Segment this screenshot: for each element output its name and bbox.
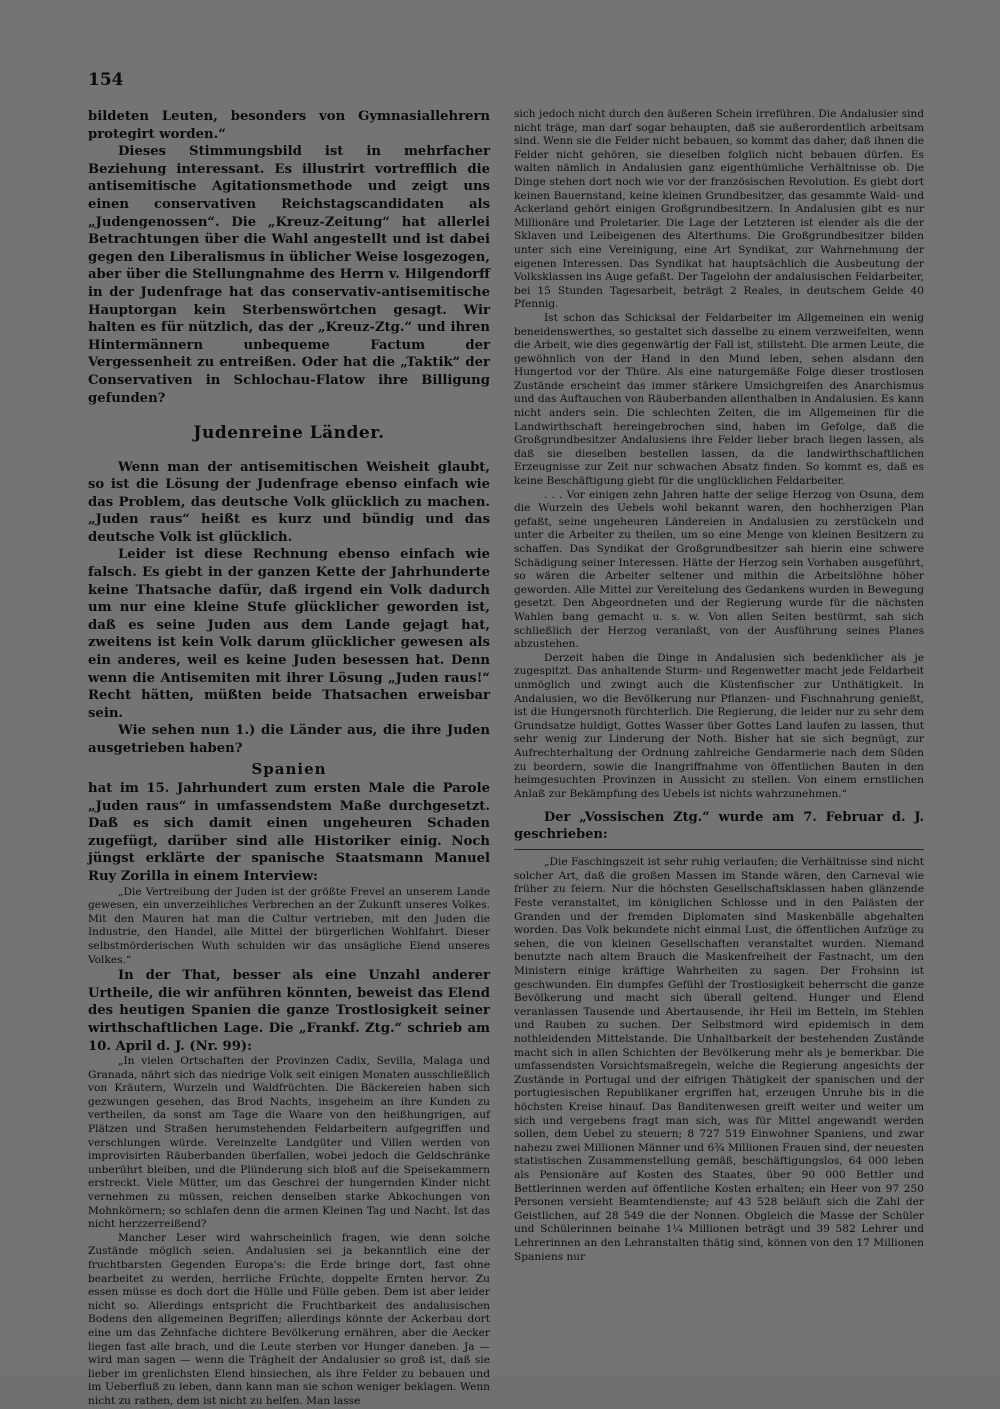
paragraph: Dieses Stimmungsbild ist in mehrfacher Beziehung interessant. Es illustrirt vortrefflich die antisemitische Agitationsmethode und zeigt uns einen conservativen Reichstagscandidaten als „Judengenossen“. Die „Kreuz-Zeitung“ hat allerlei Betrachtungen über die Wahl angestellt und ist dabei gegen den Liberalismus in üblicher Weise losgezogen, aber über die Stellungnahme des Herrn v. Hilgendorff in der Judenfrage hat das conservativ-antisemitische Hauptorgan kein Sterbenswörtchen gesagt. Wir halten es für nützlich, das der „Kreuz-Ztg.“ und ihren Hintermännern unbequeme Factum der Vergessenheit zu entreißen. Oder hat die „Taktik“ der Conservativen in Schlochau-Flatow ihre Billigung gefunden? xyxy=(88,144,490,406)
section-heading: Judenreine Länder. xyxy=(193,423,385,444)
right-column xyxy=(514,108,924,1348)
divider xyxy=(514,849,924,850)
paragraph: Der „Vossischen Ztg.“ wurde am 7. Februar d. J. geschrieben: xyxy=(514,810,924,843)
left-column xyxy=(88,108,490,1407)
quotation: Ist schon das Schicksal der Feldarbeiter im Allgemeinen ein wenig beneidenswerthes, so gestaltet sich dasselbe zu einem verzweifelten, wenn die Arbeit, wie dies gegenwärtig der Fall ist, stillsteht. Die armen Leute, die gewöhnlich von der Hand in den Mund leben, sehen alsdann den Hungertod vor der Thüre. Als eine naturgemäße Folge dieser trostlosen Zustände erscheint das immer stärkere Umsichgreifen des Anarchismus und das Auftauchen von Räuberbanden allenthalben in Andalusien. Es kann nicht anders sein. Die schlechten Zeiten, die im Allgemeinen für die Landwirthschaft hereingebrochen sind, haben im Gefolge, daß die Großgrundbesitzer Andalusiens ihre Felder lieber brach liegen lassen, als daß sie dieselben bestellen lassen, da die landwirthschaftlichen Erzeugnisse zur Zeit nur schwachen Absatz finden. So kommt es, daß es keine Beschäftigung giebt für die unglücklichen Feldarbeiter. xyxy=(514,311,924,488)
paragraph: Wie sehen nun 1.) die Länder aus, die ihre Juden ausgetrieben haben? xyxy=(88,723,490,756)
page-number: 154 xyxy=(88,70,124,90)
quotation: „Die Vertreibung der Juden ist der größte Frevel an unserem Lande gewesen, ein unverzeihliches Verbrechen an der Zukunft unseres Volkes. Mit den Mauren hat man die Cultur vertrieben, mit den Juden die Industrie, den Handel, alle Mittel der bürgerlichen Wohlfahrt. Dieser selbstmörderischen Wuth schulden wir das unsägliche Elend unseres Volkes.“ xyxy=(88,885,490,966)
paragraph: Leider ist diese Rechnung ebenso einfach wie falsch. Es giebt in der ganzen Kette der Jahrhunderte keine Thatsache dafür, daß irgend ein Volk dadurch um nur eine kleine Stufe glücklicher geworden ist, daß es seine Juden aus dem Lande gejagt hat, zweitens ist kein Volk darum glücklicher gewesen als ein anderes, weil es keine Juden besessen hat. Denn wenn die Antisemiten mit ihrer Lösung „Juden raus!“ Recht hätten, müßten beide Thatsachen erweisbar sein. xyxy=(88,547,490,721)
quotation: Derzeit haben die Dinge in Andalusien sich bedenklicher als je zugespitzt. Das anhaltende Sturm- und Regenwetter macht jede Feldarbeit unmöglich und zwingt auch die Küstenfischer zur Unthätigkeit. In Andalusien, wo die Bevölkerung nur Pflanzen- und Fischnahrung genießt, ist die Hungersnoth fürchterlich. Die Regierung, die leider nur zu sehr dem Grundsatze huldigt, Gottes Wasser über Gottes Land laufen zu lassen, thut sehr wenig zur Linderung der Noth. Bisher hat sie sich begnügt, zur Aufrechterhaltung der Ordnung zahlreiche Gendarmerie nach dem Süden zu beordern, sowie die Inangriffnahme von öffentlichen Bauten in den heimgesuchten Provinzen in Aussicht zu stellen. Von einem ernstlichen Anlaß zur Bekämpfung des Uebels ist nichts wahrzunehmen.“ xyxy=(514,651,924,800)
paragraph: bildeten Leuten, besonders von Gymnasiallehrern protegirt worden.“ xyxy=(88,109,490,142)
paragraph: hat im 15. Jahrhundert zum ersten Male die Parole „Juden raus“ in umfassendstem Maße durchgesetzt. Daß es sich damit einen ungeheuren Schaden zugefügt, darüber sind alle Historiker einig. Noch jüngst erklärte der spanische Staatsmann Manuel Ruy Zorilla in einem Interview: xyxy=(88,781,490,884)
subsection-heading: Spanien xyxy=(251,759,327,778)
quotation: Mancher Leser wird wahrscheinlich fragen, wie denn solche Zustände möglich seien. Andalusien sei ja bekanntlich eine der fruchtbarsten Gegenden Europa's: die Erde bringe dort, fast ohne bearbeitet zu werden, herrliche Früchte, doppelte Ernten hervor. Zu essen müsse es doch dort die Hülle und Fülle geben. Dem ist aber leider nicht so. Allerdings entspricht die Fruchtbarkeit des andalusischen Bodens den allgemeinen Begriffen; allerdings könnte der Ackerbau dort eine um das Zehnfache dichtere Bevölkerung ernähren, aber die Aecker liegen fast alle brach, und die Leute sterben vor Hunger daneben. Ja — wird man sagen — wenn die Trägheit der Andalusier so groß ist, daß sie lieber im grenlichsten Elend hinsiechen, als ihre Felder zu bebauen und im Ueberfluß zu leben, dann kann man sie schon weniger beklagen. Wenn nicht zu rathen, dem ist nicht zu helfen. Man lasse xyxy=(88,1231,490,1407)
quotation: „In vielen Ortschaften der Provinzen Cadix, Sevilla, Malaga und Granada, nährt sich das niedrige Volk seit einigen Monaten ausschließlich von Kräutern, Wurzeln und Waldfrüchten. Die Bäckereien haben sich gezwungen gesehen, das Brod Nachts, insgeheim an ihre Kunden zu vertheilen, da sonst am Tage die Waare von den heißhungrigen, auf Plätzen und Straßen herumstehenden Feldarbeitern aufgegriffen und verschlungen würde. Vereinzelte Landgüter und Villen werden von improvisirten Räuberbanden überfallen, wobei jedoch die Geldschränke unberührt bleiben, und die Plünderung sich bloß auf die Speisekammern erstreckt. Viele Mütter, um das Geschrei der hungernden Kinder nicht vernehmen zu müssen, reichen denselben starke Abkochungen von Mohnkörnern; so schlafen denn die armen Kleinen Tag und Nacht. Ist das nicht herzzerreißend? xyxy=(88,1055,490,1231)
quotation: . . . Vor einigen zehn Jahren hatte der selige Herzog von Osuna, dem die Wurzeln des Uebels wohl bekannt waren, den hochherzigen Plan gefaßt, seine ungeheuren Ländereien in Andalusien zu zerstückeln und unter die Arbeiter zu theilen, um so eine Menge von kleinen Besitzern zu schaffen. Das Syndikat der Großgrundbesitzer sah hierin eine schwere Schädigung seiner Interessen. Hätte der Herzog sein Vorhaben ausgeführt, so wären die Arbeiter seltener und mithin die Arbeitslöhne höher geworden. Alle Mittel zur Vereitelung des Gedankens wurden in Bewegung gesetzt. Den Abgeordneten und der Regierung wurde für die nächsten Wahlen bang gemacht u. s. w. Von allen Seiten bestürmt, sah sich schließlich der Herzog veranlaßt, von der Ausführung seines Planes abzustehen. xyxy=(514,488,924,651)
quotation: sich jedoch nicht durch den äußeren Schein irreführen. Die Andalusier sind nicht träge, man darf sogar behaupten, daß sie außerordentlich arbeitsam sind. Wenn sie die Felder nicht bebauen, so kommt das daher, daß ihnen die Felder nicht gehören, sie dieselben folglich nicht bebauen dürfen. Es walten nämlich in Andalusien ganz eigenthümliche Verhältnisse ob. Die Dinge stehen dort noch wie vor der französischen Revolution. Es giebt dort keinen Bauernstand, keine kleinen Grundbesitzer, das gesammte Wald- und Ackerland gehört einigen Großgrundbesitzern. In Andalusien gibt es nur Millionäre und Proletarier. Die Lage der Letzteren ist elender als die der Sklaven und Leibeigenen des Alterthums. Die Großgrundbesitzer bilden unter sich eine Vereinigung, eine Art Syndikat, zur Wahrnehmung der eigenen Interessen. Das Syndikat hat hauptsächlich die Ausbeutung der Volksklassen ins Auge gefaßt. Der Tagelohn der andalusischen Feldarbeiter, bei 15 Stunden Tagesarbeit, beträgt 2 Reales, in deutschem Gelde 40 Pfennig. xyxy=(514,108,924,311)
paragraph: In der That, besser als eine Unzahl anderer Urtheile, die wir anführen könnten, beweist das Elend des heutigen Spanien die ganze Trostlosigkeit seiner wirthschaftlichen Lage. Die „Frankf. Ztg.“ schrieb am 10. April d. J. (Nr. 99): xyxy=(88,968,490,1054)
quotation: „Die Faschingszeit ist sehr ruhig verlaufen; die Verhältnisse sind nicht solcher Art, daß die großen Massen im Stande wären, den Carneval wie früher zu feiern. Nur die höchsten Gesellschaftsklassen haben glänzende Feste veranstaltet, im königlichen Schlosse und in den Palästen der Granden und der fremden Diplomaten sind Maskenbälle abgehalten worden. Das Volk bekundete nicht einmal Lust, die öffentlichen Aufzüge zu sehen, die von kleinen Gesellschaften veranstaltet wurden. Niemand benutzte nach altem Brauch die Maskenfreiheit der Fastnacht, um den Ministern einige kräftige Wahrheiten zu sagen. Der Frohsinn ist geschwunden. Ein dumpfes Gefühl der Trostlosigkeit beherrscht die ganze Bevölkerung und macht sich überall geltend. Hunger und Elend veranlassen Tausende und Abertausende, ihr Heil im Betteln, im Stehlen und Rauben zu suchen. Der Selbstmord wird epidemisch in dem nothleidenden Mittelstande. Die Unhaltbarkeit der bestehenden Zustände macht sich in allen Schichten der Bevölkerung mehr als je bemerkbar. Die umfassendsten Vorsichtsmaßregeln, welche die Regierung angesichts der Zustände in Portugal und der eifrigen Thätigkeit der spanischen und der portugiesischen Republikaner ergriffen hat, erzeugen Unruhe bis in die höchsten Kreise hinauf. Das Banditenwesen greift weiter und weiter um sich und vergebens fragt man sich, was für Mittel angewandt werden sollen, dem Uebel zu steuern; 8 727 519 Einwohner Spaniens, und zwar nahezu zwei Millionen Männer und 6¾ Millionen Frauen sind, der neuesten statistischen Zusammenstellung gemäß, beschäftigungslos, 64 000 leben als Pensionäre auf Kosten des Staates, über 90 000 Bettler und Bettlerinnen werden auf öffentliche Kosten erhalten; ein Heer von 97 250 Personen versieht Beamtendienste; auf 43 528 beläuft sich die Zahl der Geistlichen, auf 28 549 die der Nonnen. Obgleich die Masse der Schüler und Schülerinnen beinahe 1¼ Millionen beträgt und 39 582 Lehrer und Lehrerinnen an den Lehranstalten thätig sind, können von den 17 Millionen Spaniens nur xyxy=(514,856,924,1263)
paragraph: Wenn man der antisemitischen Weisheit glaubt, so ist die Lösung der Judenfrage ebenso einfach wie das Problem, das deutsche Volk glücklich zu machen. „Juden raus“ heißt es kurz und bündig und das deutsche Volk ist glücklich. xyxy=(88,459,490,545)
